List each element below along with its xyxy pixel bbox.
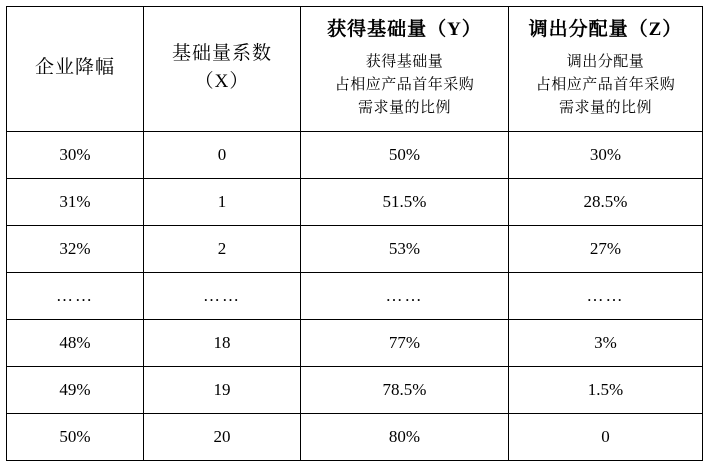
- header-title-base-coefficient-line1: 基础量系数: [171, 43, 272, 65]
- table-body: [7, 132, 703, 461]
- table-row: [7, 226, 703, 273]
- cell-x: 19: [144, 367, 301, 414]
- header-title-base-coefficient-line2: （X）: [194, 71, 250, 92]
- cell-x-ellipsis: ……: [144, 273, 301, 320]
- cell-y: 78.5%: [301, 367, 509, 414]
- header-cell-base-coefficient: [144, 7, 301, 132]
- cell-z: 30%: [509, 132, 703, 179]
- header-sub-transferred-allocation-line3: 需求量的比例: [558, 100, 652, 117]
- header-sub-transferred-allocation-line2: 占相应产品首年采购: [535, 77, 676, 94]
- cell-drop: 48%: [7, 320, 144, 367]
- header-sub-obtained-base-volume-line1: 获得基础量: [365, 53, 444, 70]
- header-cell-enterprise-drop: [7, 7, 144, 132]
- cell-y: 53%: [301, 226, 509, 273]
- cell-drop: 30%: [7, 132, 144, 179]
- header-title-enterprise-drop: 企业降幅: [34, 57, 115, 79]
- table-row: [7, 367, 703, 414]
- cell-z: 28.5%: [509, 179, 703, 226]
- allocation-table: [6, 6, 703, 461]
- cell-drop: 49%: [7, 367, 144, 414]
- table-row: [7, 132, 703, 179]
- cell-x: 0: [144, 132, 301, 179]
- table-row: [7, 320, 703, 367]
- header-title-obtained-base-volume: 获得基础量（Y）: [327, 19, 482, 41]
- cell-drop-ellipsis: ……: [7, 273, 144, 320]
- cell-y: 77%: [301, 320, 509, 367]
- cell-z: 27%: [509, 226, 703, 273]
- header-cell-transferred-allocation: [509, 7, 703, 132]
- cell-z: 3%: [509, 320, 703, 367]
- table-row: [7, 414, 703, 461]
- header-cell-obtained-base-volume: [301, 7, 509, 132]
- header-sub-transferred-allocation-line1: 调出分配量: [566, 53, 645, 70]
- cell-x: 20: [144, 414, 301, 461]
- cell-x: 1: [144, 179, 301, 226]
- cell-x: 18: [144, 320, 301, 367]
- cell-drop: 50%: [7, 414, 144, 461]
- header-title-transferred-allocation: 调出分配量（Z）: [528, 19, 683, 41]
- cell-y: 50%: [301, 132, 509, 179]
- cell-y: 80%: [301, 414, 509, 461]
- header-sub-obtained-base-volume-line2: 占相应产品首年采购: [334, 77, 475, 94]
- table-row: [7, 179, 703, 226]
- cell-z-ellipsis: ……: [509, 273, 703, 320]
- cell-y: 51.5%: [301, 179, 509, 226]
- table-header-row: [7, 7, 703, 132]
- cell-x: 2: [144, 226, 301, 273]
- cell-drop: 31%: [7, 179, 144, 226]
- cell-y-ellipsis: ……: [301, 273, 509, 320]
- table-row-ellipsis: [7, 273, 703, 320]
- header-sub-obtained-base-volume-line3: 需求量的比例: [357, 100, 451, 117]
- cell-z: 0: [509, 414, 703, 461]
- cell-drop: 32%: [7, 226, 144, 273]
- cell-z: 1.5%: [509, 367, 703, 414]
